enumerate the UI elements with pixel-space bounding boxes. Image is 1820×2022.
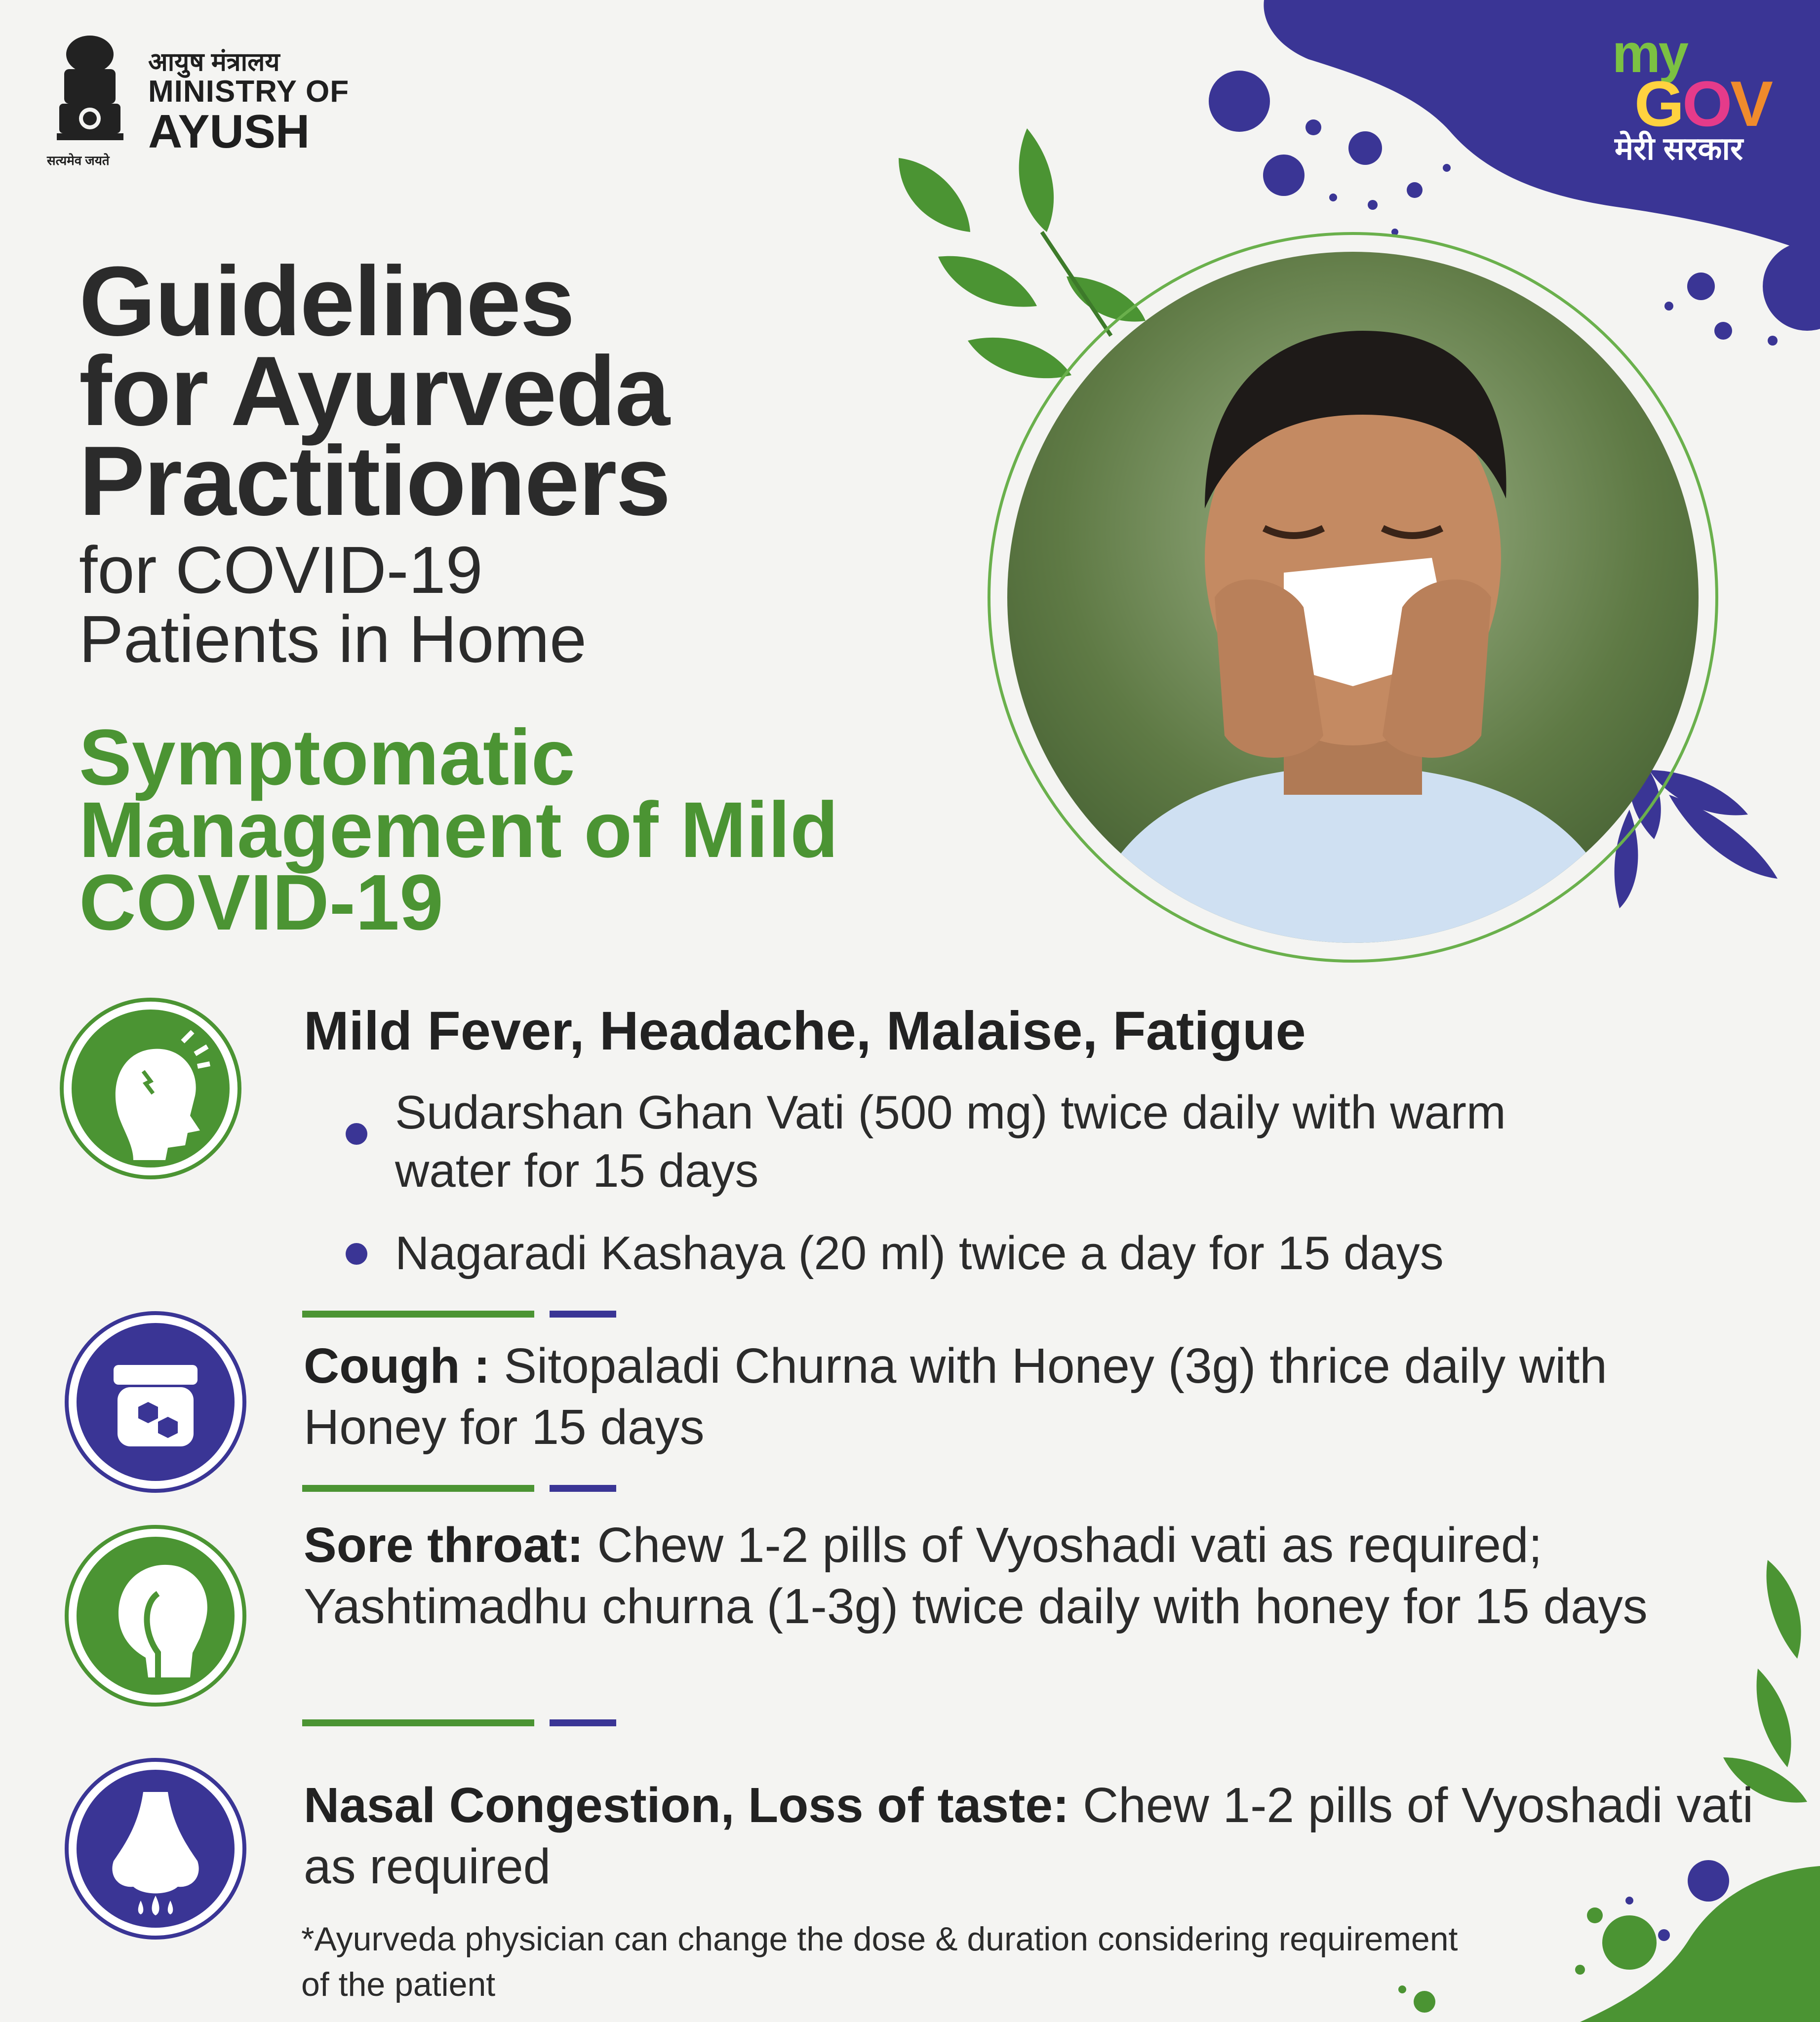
section-heading: [79, 713, 968, 946]
mygov-logo-my: my: [1612, 23, 1687, 84]
divider-green: [302, 1719, 534, 1726]
cough-text: [304, 1335, 1760, 1458]
fever-bullet-1: Sudarshan Ghan Vati (500 mg) twice daily with warm water for 15 days: [395, 1086, 1506, 1197]
sore-throat-text: [304, 1515, 1760, 1637]
section-heading-line-3: COVID-19: [79, 858, 443, 946]
page-title: [79, 246, 820, 536]
divider-indigo: [550, 1719, 616, 1726]
honey-jar-icon: [64, 1311, 247, 1493]
divider-indigo: [550, 1485, 616, 1492]
cough-description: Sitopaladi Churna with Honey (3g) thrice daily with Honey for 15 days: [304, 1338, 1607, 1455]
mygov-tagline: मेरी सरकार: [1615, 131, 1743, 166]
right-blob-circle: [1763, 242, 1820, 331]
ministry-name-line1: MINISTRY OF: [148, 75, 350, 109]
sneezing-man-photo: [1007, 252, 1699, 943]
title-line-2: for Ayurveda: [79, 336, 669, 446]
nasal-text: [304, 1775, 1760, 1897]
throat-icon: [64, 1524, 247, 1707]
footnote: *Ayurveda physician can change the dose & duration considering requirement of the patient: [301, 1920, 1458, 2003]
subtitle-line-1: for COVID-19: [79, 533, 483, 607]
fever-heading: Mild Fever, Headache, Malaise, Fatigue: [304, 1001, 1306, 1061]
sore-throat-label: Sore throat:: [304, 1517, 584, 1573]
mygov-logo-gov: GOV: [1634, 68, 1771, 140]
ministry-name-line2: AYUSH: [148, 105, 310, 158]
headache-icon: [59, 997, 242, 1180]
cough-label: Cough :: [304, 1338, 490, 1394]
nasal-description: Chew 1-2 pills of Vyoshadi vati as required: [304, 1778, 1754, 1894]
section-heading-line-1: Symptomatic: [79, 713, 575, 801]
divider-green: [302, 1485, 534, 1492]
bullet-dot: [346, 1123, 367, 1145]
bullet-dot: [346, 1243, 367, 1265]
nasal-label: Nasal Congestion, Loss of taste:: [304, 1778, 1069, 1833]
emblem-motto: सत्यमेव जयते: [47, 153, 110, 168]
section-heading-line-2: Management of Mild: [79, 785, 838, 874]
ministry-name-hindi: आयुष मंत्रालय: [148, 48, 280, 77]
title-line-3: Practitioners: [79, 426, 670, 536]
fever-bullet-2: Nagaradi Kashaya (20 ml) twice a day for 15 days: [395, 1227, 1444, 1280]
sore-throat-description: Chew 1-2 pills of Vyoshadi vati as required; Yashtimadhu churna (1-3g) twice daily with honey for 15 days: [304, 1517, 1648, 1634]
title-line-1: Guidelines: [79, 246, 574, 356]
page-subtitle: [79, 533, 820, 676]
divider-green: [302, 1311, 534, 1318]
divider-indigo: [550, 1311, 616, 1318]
national-emblem-logo: [49, 35, 131, 163]
photo-illustration: [1007, 252, 1699, 943]
nose-drip-icon: [64, 1757, 247, 1940]
subtitle-line-2: Patients in Home: [79, 602, 587, 676]
